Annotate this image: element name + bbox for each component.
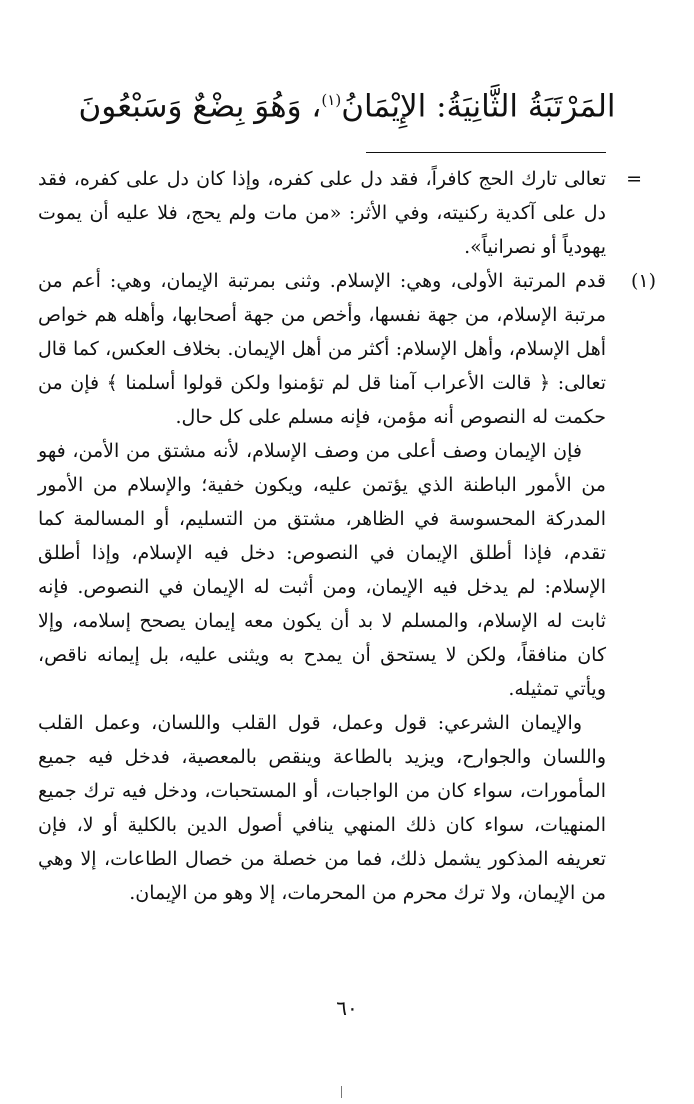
footnote-1-paragraph-1: قدم المرتبة الأولى، وهي: الإسلام. وثنى بمرتبة الإيمان، وهي: أعم من مرتبة الإسلام، من جهة نفسها، وأخص من جهة أصحابها، وأهله هم خواص أهل الإسلام، وأهل الإسلام: أكثر من أهل الإيمان. بخلاف العكس، كما قال تعالى: ﴿ قالت الأعراب آمنا قل لم تؤمنوا ولكن قولوا أسلمنا ﴾ فإن من حكمت له النصوص أنه مؤمن، فإنه مسلم على كل حال. <box>38 270 606 428</box>
page-number: ٦٠ <box>336 996 358 1020</box>
footnote-separator <box>366 152 606 153</box>
bottom-margin-mark <box>341 1086 342 1098</box>
continuation-paragraph: تعالى تارك الحج كافراً، فقد دل على كفره، وإذا كان دل على كفره، فقد دل على آكدية ركنيته، وفي الأثر: «من مات ولم يحج، فلا عليه أن يموت يهودياً أو نصرانياً». <box>38 168 606 258</box>
heading-text-part1: المَرْتَبَةُ الثَّانِيَةُ: الإِيْمَانُ <box>341 88 616 125</box>
heading-text-part2: ، وَهُوَ بِضْعٌ وَسَبْعُونَ <box>78 88 322 125</box>
footnote-1-paragraph-2: فإن الإيمان وصف أعلى من وصف الإسلام، لأنه مشتق من الأمن، فهو من الأمور الباطنة الذي يؤتمن عليه، ويكون خفية؛ والإسلام من الأمور المدركة المحسوسة في الظاهر، مشتق من التسليم، أو المسالمة كما تقدم، فإذا أطلق الإيمان في النصوص: دخل فيه الإسلام، وإذا أطلق الإسلام: لم يدخل فيه الإيمان، ومن أثبت له الإيمان في النصوص. فإنه ثابت له الإسلام، والمسلم لا بد أن يكون معه إيمان يصحح إسلامه، وإلا كان منافقاً، ولكن لا يستحق أن يمدح به ويثنى عليه، بل إيمانه ناقص، ويأتي تمثيله. <box>38 440 606 700</box>
footnote-1-paragraph-3: والإيمان الشرعي: قول وعمل، قول القلب واللسان، وعمل القلب واللسان والجوارح، ويزيد بالطاعة وينقص بالمعصية، فدخل فيه جميع المأمورات، سواء كان من الواجبات، أو المستحبات، ودخل فيه ترك جميع المنهيات، سواء كان ذلك المنهي ينافي أصول الدين بالكلية أو لا، فإن تعريفه المذكور يشمل ذلك، فما من خصلة من خصال الطاعات، إلا وهي من الإيمان، ولا ترك محرم من المحرمات، إلا وهو من الإيمان. <box>38 712 606 904</box>
footnote-number: (١) <box>630 270 656 292</box>
footnote-reference[interactable]: (١) <box>321 91 342 109</box>
page-heading <box>30 72 664 134</box>
continuation-mark: = <box>626 168 642 190</box>
footnote-continuation <box>38 162 642 264</box>
footnote-1 <box>38 264 656 910</box>
footnotes-block <box>38 162 656 910</box>
